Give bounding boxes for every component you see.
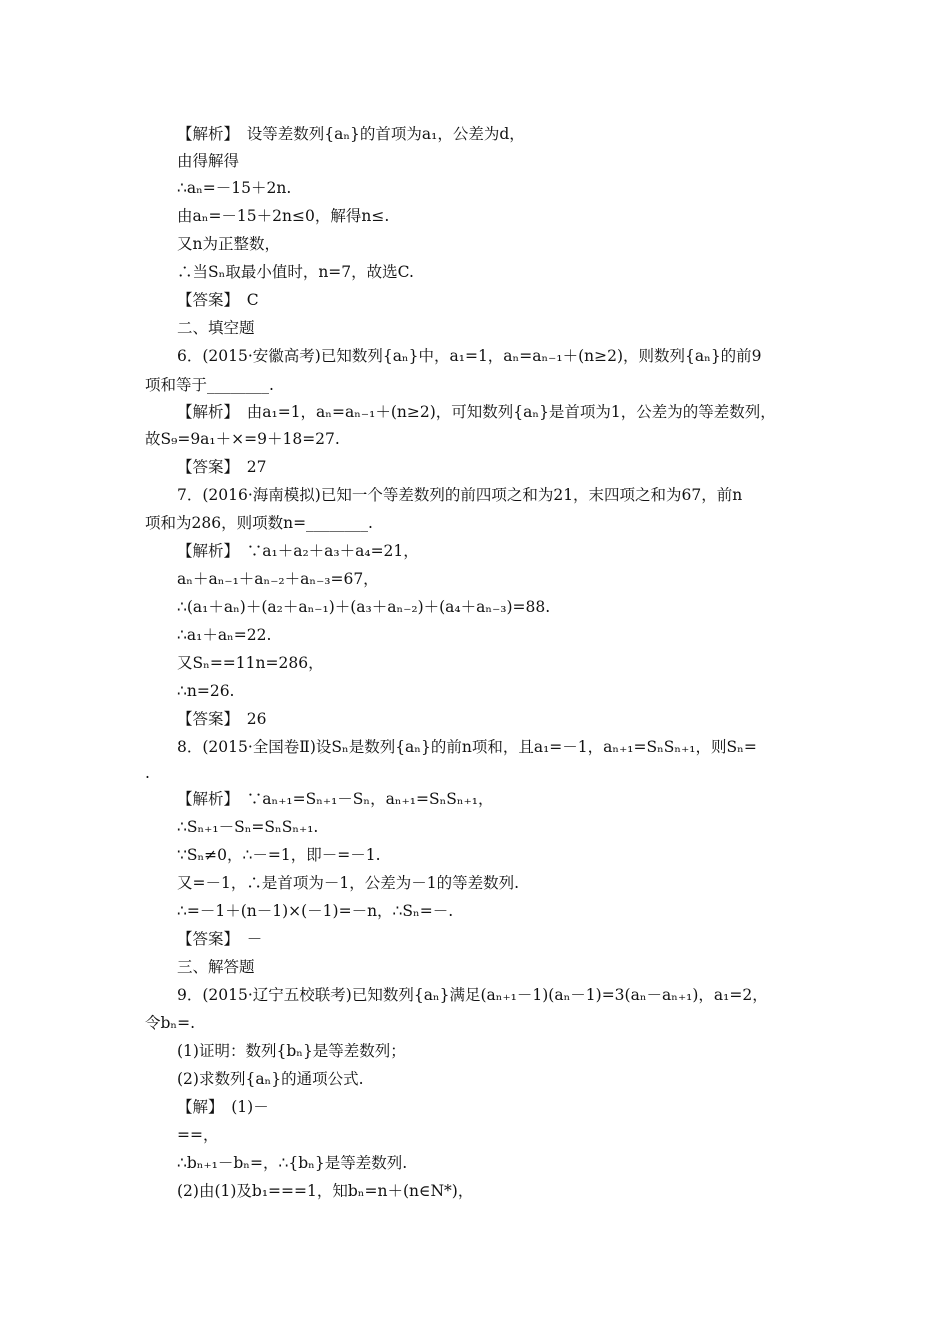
- question-line: 项和为286，则项数n=________.: [145, 514, 373, 532]
- question-line: 8．(2015·全国卷Ⅱ)设Sₙ是数列{aₙ}的前n项和，且a₁=－1，aₙ₊₁=SₙSₙ₊₁，则Sₙ=: [177, 738, 757, 756]
- answer-line: 【答案】 －: [177, 930, 263, 948]
- text-line: ∴bₙ₊₁－bₙ=，∴{bₙ}是等差数列.: [177, 1154, 408, 1172]
- text-line: 【解】 (1)－: [177, 1098, 269, 1116]
- question-line: 6．(2015·安徽高考)已知数列{aₙ}中，a₁=1，aₙ=aₙ₋₁＋(n≥2)，则数列{aₙ}的前9: [177, 347, 762, 365]
- text-line: ∴(a₁＋aₙ)＋(a₂＋aₙ₋₁)＋(a₃＋aₙ₋₂)＋(a₄＋aₙ₋₃)=88.: [177, 598, 551, 616]
- text-line: (2)由(1)及b₁===1，知bₙ=n＋(n∈N*)，: [177, 1182, 474, 1200]
- text-line: 由得解得: [177, 152, 240, 170]
- text-line: 又Sₙ==11n=286，: [177, 654, 324, 672]
- text-line: ∴a₁＋aₙ=22.: [177, 626, 272, 644]
- text-line: 【解析】 ∵a₁＋a₂＋a₃＋a₄=21，: [177, 542, 419, 560]
- text-line: 【解析】 由a₁=1，aₙ=aₙ₋₁＋(n≥2)，可知数列{aₙ}是首项为1，公差为的等差数列，: [177, 403, 776, 421]
- question-line: 9．(2015·辽宁五校联考)已知数列{aₙ}满足(aₙ₊₁－1)(aₙ－1)=3(aₙ－aₙ₊₁)，a₁=2，: [177, 986, 768, 1004]
- question-line: .: [145, 764, 150, 782]
- text-line: 【解析】 设等差数列{aₙ}的首项为a₁，公差为d，: [177, 125, 525, 143]
- question-line: (2)求数列{aₙ}的通项公式.: [177, 1070, 364, 1088]
- answer-line: 【答案】 27: [177, 458, 267, 476]
- question-line: 项和等于________.: [145, 376, 274, 394]
- text-line: ∴n=26.: [177, 682, 235, 700]
- section-heading: 二、填空题: [177, 319, 255, 337]
- answer-line: 【答案】 26: [177, 710, 267, 728]
- text-line: aₙ＋aₙ₋₁＋aₙ₋₂＋aₙ₋₃=67，: [177, 570, 379, 588]
- question-line: 令bₙ=.: [145, 1014, 196, 1032]
- section-heading: 三、解答题: [177, 958, 255, 976]
- text-line: 故S₉=9a₁＋×=9＋18=27.: [145, 430, 340, 448]
- text-line: ∵Sₙ≠0，∴－=1，即－=－1.: [177, 846, 381, 864]
- text-line: 又n为正整数，: [177, 235, 280, 253]
- question-line: 7．(2016·海南模拟)已知一个等差数列的前四项之和为21，末四项之和为67，前n: [177, 486, 743, 504]
- answer-line: 【答案】 C: [177, 291, 259, 309]
- text-line: 【解析】 ∵aₙ₊₁=Sₙ₊₁－Sₙ，aₙ₊₁=SₙSₙ₊₁，: [177, 790, 494, 808]
- text-line: ∴aₙ=－15＋2n.: [177, 179, 292, 197]
- text-line: ==，: [177, 1126, 219, 1144]
- question-line: (1)证明：数列{bₙ}是等差数列；: [177, 1042, 406, 1060]
- text-line: ∴Sₙ₊₁－Sₙ=SₙSₙ₊₁.: [177, 818, 319, 836]
- text-line: ∴=－1＋(n－1)×(－1)=－n，∴Sₙ=－.: [177, 902, 454, 920]
- text-line: 由aₙ=－15＋2n≤0，解得n≤.: [177, 207, 390, 225]
- text-line: 又=－1，∴是首项为－1，公差为－1的等差数列.: [177, 874, 520, 892]
- text-line: ∴当Sₙ取最小值时，n=7，故选C.: [177, 263, 414, 281]
